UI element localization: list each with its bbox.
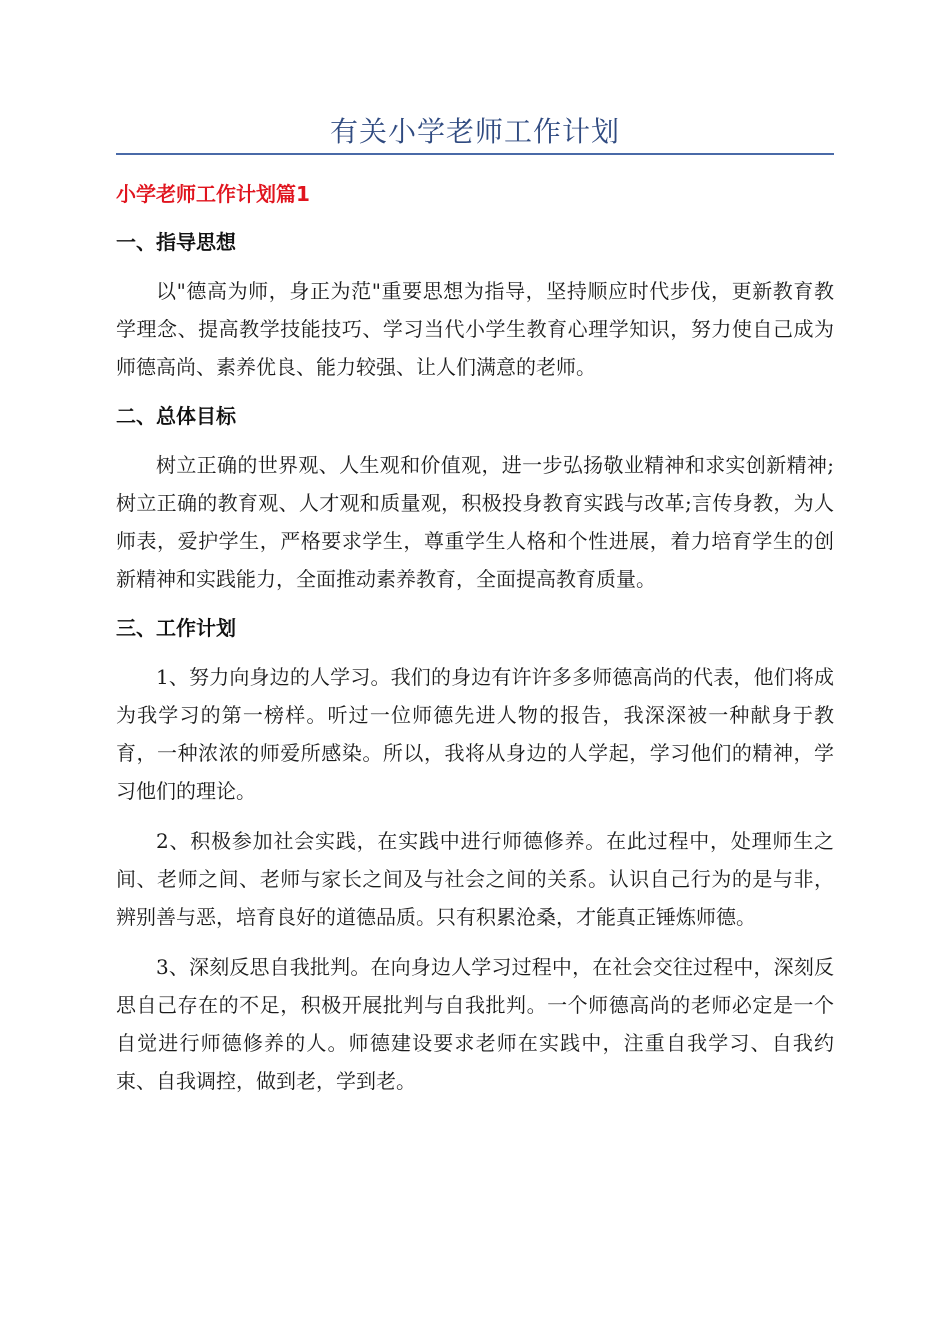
paragraph: 2、积极参加社会实践，在实践中进行师德修养。在此过程中，处理师生之间、老师之间、老师与家长之间及与社会之间的关系。认识自己行为的是与非，辨别善与恶，培育良好的道德品质。只有积累沧桑，才能真正锤炼师德。 bbox=[116, 829, 834, 929]
section-heading: 二、总体目标 bbox=[116, 404, 236, 428]
section-work-plan bbox=[116, 610, 834, 1100]
section-guiding-thought bbox=[116, 224, 834, 386]
section-heading: 一、指导思想 bbox=[116, 230, 236, 254]
paragraph: 树立正确的世界观、人生观和价值观，进一步弘扬敬业精神和求实创新精神;树立正确的教育观、人才观和质量观，积极投身教育实践与改革;言传身教，为人师表，爱护学生，严格要求学生，尊重学生人格和个性进展，着力培育学生的创新精神和实践能力，全面推动素养教育，全面提高教育质量。 bbox=[116, 453, 834, 591]
title-divider bbox=[116, 153, 834, 155]
article-heading: 小学老师工作计划篇1 bbox=[116, 182, 310, 206]
paragraph: 3、深刻反思自我批判。在向身边人学习过程中，在社会交往过程中，深刻反思自己存在的不足，积极开展批判与自我批判。一个师德高尚的老师必定是一个自觉进行师德修养的人。师德建设要求老师在实践中，注重自我学习、自我约束、自我调控，做到老，学到老。 bbox=[116, 955, 834, 1093]
document-body bbox=[116, 176, 834, 1112]
paragraph: 以"德高为师，身正为范"重要思想为指导，坚持顺应时代步伐，更新教育教学理念、提高教学技能技巧、学习当代小学生教育心理学知识，努力使自己成为师德高尚、素养优良、能力较强、让人们满意的老师。 bbox=[116, 279, 834, 379]
section-heading: 三、工作计划 bbox=[116, 616, 236, 640]
paragraph: 1、努力向身边的人学习。我们的身边有许许多多师德高尚的代表，他们将成为我学习的第一榜样。听过一位师德先进人物的报告，我深深被一种献身于教育，一种浓浓的师爱所感染。所以，我将从身边的人学起，学习他们的精神，学习他们的理论。 bbox=[116, 665, 834, 803]
document-title: 有关小学老师工作计划 bbox=[329, 115, 620, 148]
section-overall-goal bbox=[116, 398, 834, 598]
